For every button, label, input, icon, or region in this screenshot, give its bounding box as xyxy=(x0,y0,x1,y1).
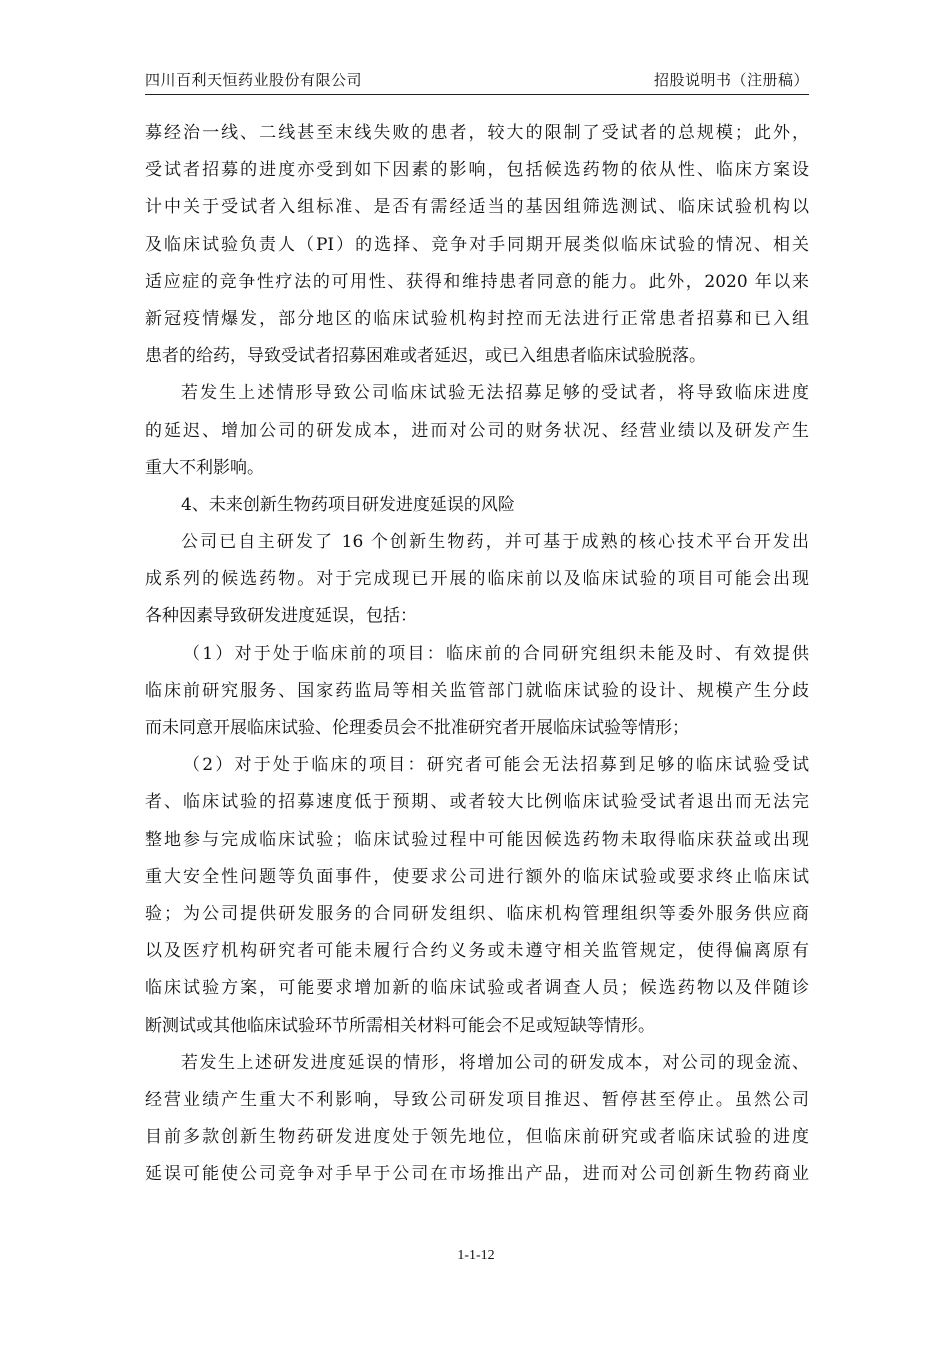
text-line: 4、未来创新生物药项目研发进度延误的风险 xyxy=(181,494,515,515)
document-body xyxy=(145,115,809,1193)
text-line: 者、临床试验的招募速度低于预期、或者较大比例临床试验受试者退出而无法完 xyxy=(145,792,809,813)
company-name: 四川百利天恒药业股份有限公司 xyxy=(145,71,363,89)
text-line: 患者的给药，导致受试者招募困难或者延迟，或已入组患者临床试验脱落。 xyxy=(145,346,706,367)
paragraph xyxy=(145,375,809,487)
text-line: 目前多款创新生物药研发进度处于领先地位，但临床前研究或者临床试验的进度 xyxy=(145,1127,809,1148)
page-header xyxy=(145,66,809,95)
text-line: 重大安全性问题等负面事件，使要求公司进行额外的临床试验或要求终止临床试 xyxy=(145,866,809,887)
text-line: 验；为公司提供研发服务的合同研发组织、临床机构管理组织等委外服务供应商 xyxy=(145,903,809,924)
text-line: 公司已自主研发了 16 个创新生物药，并可基于成熟的核心技术平台开发出 xyxy=(181,532,809,553)
text-line: 重大不利影响。 xyxy=(145,457,264,478)
text-line: 延误可能使公司竞争对手早于公司在市场推出产品，进而对公司创新生物药商业 xyxy=(145,1164,809,1185)
paragraph xyxy=(145,747,809,1045)
text-line: 而未同意开展临床试验、伦理委员会不批准研究者开展临床试验等情形； xyxy=(145,718,689,738)
text-line: 计中关于受试者入组标准、是否有需经适当的基因组筛选测试、临床试验机构以 xyxy=(145,197,809,218)
paragraph xyxy=(145,1045,809,1194)
text-line: 以及医疗机构研究者可能未履行合约义务或未遵守相关监管规定，使得偏离原有 xyxy=(145,941,809,962)
paragraph xyxy=(145,115,809,375)
text-line: 的延迟、增加公司的研发成本，进而对公司的财务状况、经营业绩以及研发产生 xyxy=(145,420,809,441)
document-title: 招股说明书（注册稿） xyxy=(653,71,809,89)
text-line: 成系列的候选药物。对于完成现已开展的临床前以及临床试验的项目可能会出现 xyxy=(145,569,809,590)
text-line: 及临床试验负责人（PI）的选择、竞争对手同期开展类似临床试验的情况、相关 xyxy=(145,234,809,255)
section-heading xyxy=(145,487,809,524)
text-line: 整地参与完成临床试验；临床试验过程中可能因候选药物未取得临床获益或出现 xyxy=(145,829,809,850)
text-line: 断测试或其他临床试验环节所需相关材料可能会不足或短缺等情形。 xyxy=(145,1015,655,1036)
text-line: 适应症的竞争性疗法的可用性、获得和维持患者同意的能力。此外，2020 年以来 xyxy=(145,271,809,292)
text-line: 经营业绩产生重大不利影响，导致公司研发项目推迟、暂停甚至停止。虽然公司 xyxy=(145,1089,809,1110)
text-line: 受试者招募的进度亦受到如下因素的影响，包括候选药物的依从性、临床方案设 xyxy=(145,160,809,181)
text-line: 若发生上述情形导致公司临床试验无法招募足够的受试者，将导致临床进度 xyxy=(181,383,809,404)
text-line: 若发生上述研发进度延误的情形，将增加公司的研发成本，对公司的现金流、 xyxy=(181,1052,809,1073)
paragraph xyxy=(145,524,809,636)
paragraph xyxy=(145,636,809,748)
page-number: 1-1-12 xyxy=(457,1248,495,1263)
text-line: （1）对于处于临床前的项目：临床前的合同研究组织未能及时、有效提供 xyxy=(183,643,809,664)
text-line: 各种因素导致研发进度延误，包括： xyxy=(145,606,417,627)
text-line: （2）对于处于临床的项目：研究者可能会无法招募到足够的临床试验受试 xyxy=(183,755,809,776)
text-line: 新冠疫情爆发，部分地区的临床试验机构封控而无法进行正常患者招募和已入组 xyxy=(145,308,809,329)
text-line: 临床试验方案，可能要求增加新的临床试验或者调查人员；候选药物以及伴随诊 xyxy=(145,978,809,999)
text-line: 临床前研究服务、国家药监局等相关监管部门就临床试验的设计、规模产生分歧 xyxy=(145,680,809,701)
text-line: 募经治一线、二线甚至末线失败的患者，较大的限制了受试者的总规模；此外， xyxy=(145,123,809,143)
